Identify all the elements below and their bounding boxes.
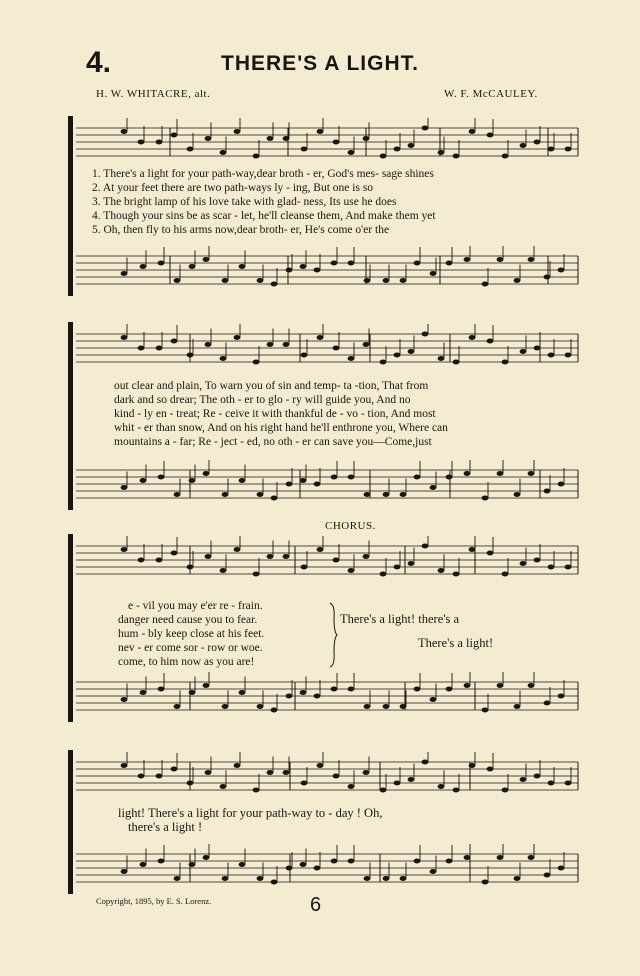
treble-staff-1 [70,118,582,168]
lyric-line-2-5: mountains a - far; Re - ject - ed, no oth - er can save you—Come,just [114,436,432,448]
lyric-line-1-1: 1. There's a light for your path-way,dear broth - er, God's mes- sage shines [92,168,434,180]
lyric-line-3-2: danger need cause you to fear. [118,614,258,626]
lyric-line-3-4: nev - er come sor - row or woe. [118,642,263,654]
lyric-line-1-4: 4. Though your sins be as scar - let, he'll cleanse them, And make them yet [92,210,436,222]
lyric-line-4-1: light! There's a light for your path-way to - day ! Oh, [118,806,383,820]
chorus-lyric-top: There's a light! there's a [340,612,460,626]
lyric-line-1-5: 5. Oh, then fly to his arms now,dear broth- er, He's come o'er the [92,224,390,236]
lyric-line-3-5: come, to him now as you are! [118,656,255,668]
chorus-label: CHORUS. [325,520,376,532]
words-credit: H. W. WHITACRE, alt. [96,88,211,100]
bass-staff-1 [70,246,582,294]
treble-staff-4 [70,752,582,802]
bass-staff-4 [70,844,582,892]
treble-staff-2 [70,324,582,374]
lyric-line-3-1: e - vil you may e'er re - frain. [128,600,263,612]
system-brace-1 [68,116,73,296]
lyric-line-2-4: whit - er than snow, And on his right hand he'll enthrone you, Where can [114,422,448,434]
copyright-notice: Copyright, 1895, by E. S. Lorenz. [96,896,212,906]
bass-staff-2 [70,460,582,508]
lyric-line-2-1: out clear and plain, To warn you of sin and temp- ta -tion, That from [114,380,429,392]
chorus-lyric-bottom: There's a light! [418,636,494,650]
system-brace-3 [68,534,73,722]
lyric-line-3-3: hum - bly keep close at his feet. [118,628,265,640]
lyric-line-1-2: 2. At your feet there are two path-ways ly - ing, But one is so [92,182,374,194]
hymn-number: 4. [86,46,112,79]
lyric-line-1-3: 3. The bright lamp of his love take with glad- ness, Its use he does [92,196,397,208]
hymn-title: THERE'S A LIGHT. [221,52,419,75]
treble-staff-3 [70,536,582,586]
system-brace-2 [68,322,73,510]
bass-staff-3 [70,672,582,720]
music-credit: W. F. McCAULEY. [444,88,538,100]
lyric-line-2-2: dark and so drear; The oth - er to glo - ry will guide you, And no [114,394,411,406]
system-brace-4 [68,750,73,894]
lyric-line-4-2: there's a light ! [128,820,203,834]
page-number: 6 [310,894,322,916]
verse-bracket [328,602,338,668]
lyric-line-2-3: kind - ly en - treat; Re - ceive it with thankful de - vo - tion, And most [114,408,436,420]
